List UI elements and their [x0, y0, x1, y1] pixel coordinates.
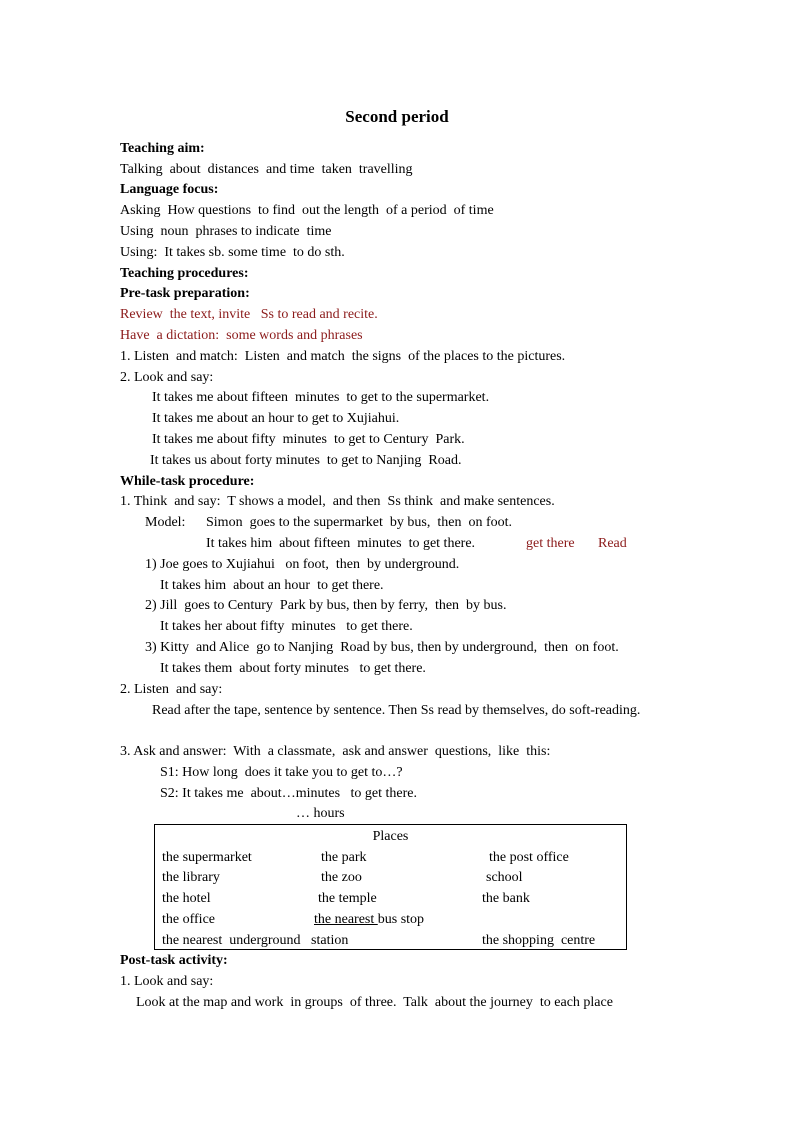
focus-heading: Language focus:: [120, 182, 219, 197]
place-cell: the shopping centre: [482, 933, 596, 948]
aim-heading: Teaching aim:: [120, 141, 205, 156]
places-table: [154, 824, 627, 950]
place-cell: the zoo: [321, 870, 362, 885]
place-cell: the nearest underground station: [162, 933, 349, 948]
page-title: Second period: [345, 107, 449, 126]
place-underlined: the nearest: [314, 912, 378, 927]
look-say-line: It takes me about an hour to get to Xujiahui.: [152, 411, 400, 426]
whiletask-heading: While-task procedure:: [120, 474, 255, 489]
focus-line: Using noun phrases to indicate time: [120, 224, 332, 239]
pretask-dictation: Have a dictation: some words and phrases: [120, 328, 363, 343]
look-say-line: It takes me about fifty minutes to get to Century Park.: [152, 432, 465, 447]
place-cell: the park: [321, 850, 367, 865]
step-ask-answer: 3. Ask and answer: With a classmate, ask and answer questions, like this:: [120, 744, 551, 759]
procedures-heading: Teaching procedures:: [120, 266, 249, 281]
example-line: 3) Kitty and Alice go to Nanjing Road by bus, then by underground, then on foot.: [145, 640, 619, 655]
example-line: It takes her about fifty minutes to get there.: [160, 619, 413, 634]
place-cell: the office: [162, 912, 215, 927]
places-header: Places: [372, 829, 409, 844]
place-suffix: bus stop: [377, 912, 425, 927]
model-note: get there: [526, 536, 575, 551]
place-cell: the hotel: [162, 891, 211, 906]
dialogue-hours: … hours: [296, 806, 345, 821]
dialogue-s1: S1: How long does it take you to get to…?: [160, 765, 403, 780]
place-cell: the bank: [482, 891, 530, 906]
step-look-say: 2. Look and say:: [120, 370, 214, 385]
focus-line: Using: It takes sb. some time to do sth.: [120, 245, 345, 260]
place-cell: school: [486, 870, 523, 885]
look-say-line: It takes us about forty minutes to get to Nanjing Road.: [150, 453, 462, 468]
place-cell: the library: [162, 870, 220, 885]
look-say-line: It takes me about fifteen minutes to get to the supermarket.: [152, 390, 490, 405]
example-line: 1) Joe goes to Xujiahui on foot, then by underground.: [145, 557, 460, 572]
example-line: It takes him about an hour to get there.: [160, 578, 384, 593]
place-cell: the temple: [318, 891, 377, 906]
step-think-say: 1. Think and say: T shows a model, and then Ss think and make sentences.: [120, 494, 555, 509]
post-text: Look at the map and work in groups of three. Talk about the journey to each place: [136, 995, 613, 1010]
aim-text: Talking about distances and time taken travelling: [120, 162, 413, 177]
place-cell: the post office: [489, 850, 569, 865]
place-cell: [314, 912, 424, 928]
model-line: Simon goes to the supermarket by bus, then on foot.: [206, 515, 513, 530]
post-step-look-say: 1. Look and say:: [120, 974, 214, 989]
dialogue-s2: S2: It takes me about…minutes to get there.: [160, 786, 418, 801]
step-listen-say: 2. Listen and say:: [120, 682, 223, 697]
place-cell: the supermarket: [162, 850, 252, 865]
pretask-heading: Pre-task preparation:: [120, 286, 250, 301]
example-line: It takes them about forty minutes to get there.: [160, 661, 426, 676]
example-line: 2) Jill goes to Century Park by bus, then by ferry, then by bus.: [145, 598, 507, 613]
step-listen-match: 1. Listen and match: Listen and match the signs of the places to the pictures.: [120, 349, 566, 364]
listen-paragraph: Read after the tape, sentence by sentence. Then Ss read by themselves, do soft-reading.: [152, 703, 641, 718]
model-label: Model:: [145, 515, 186, 530]
model-note: Read: [598, 536, 627, 551]
posttask-heading: Post-task activity:: [120, 953, 228, 968]
model-line: It takes him about fifteen minutes to get there.: [206, 536, 476, 551]
focus-line: Asking How questions to find out the length of a period of time: [120, 203, 494, 218]
pretask-review: Review the text, invite Ss to read and recite.: [120, 307, 378, 322]
